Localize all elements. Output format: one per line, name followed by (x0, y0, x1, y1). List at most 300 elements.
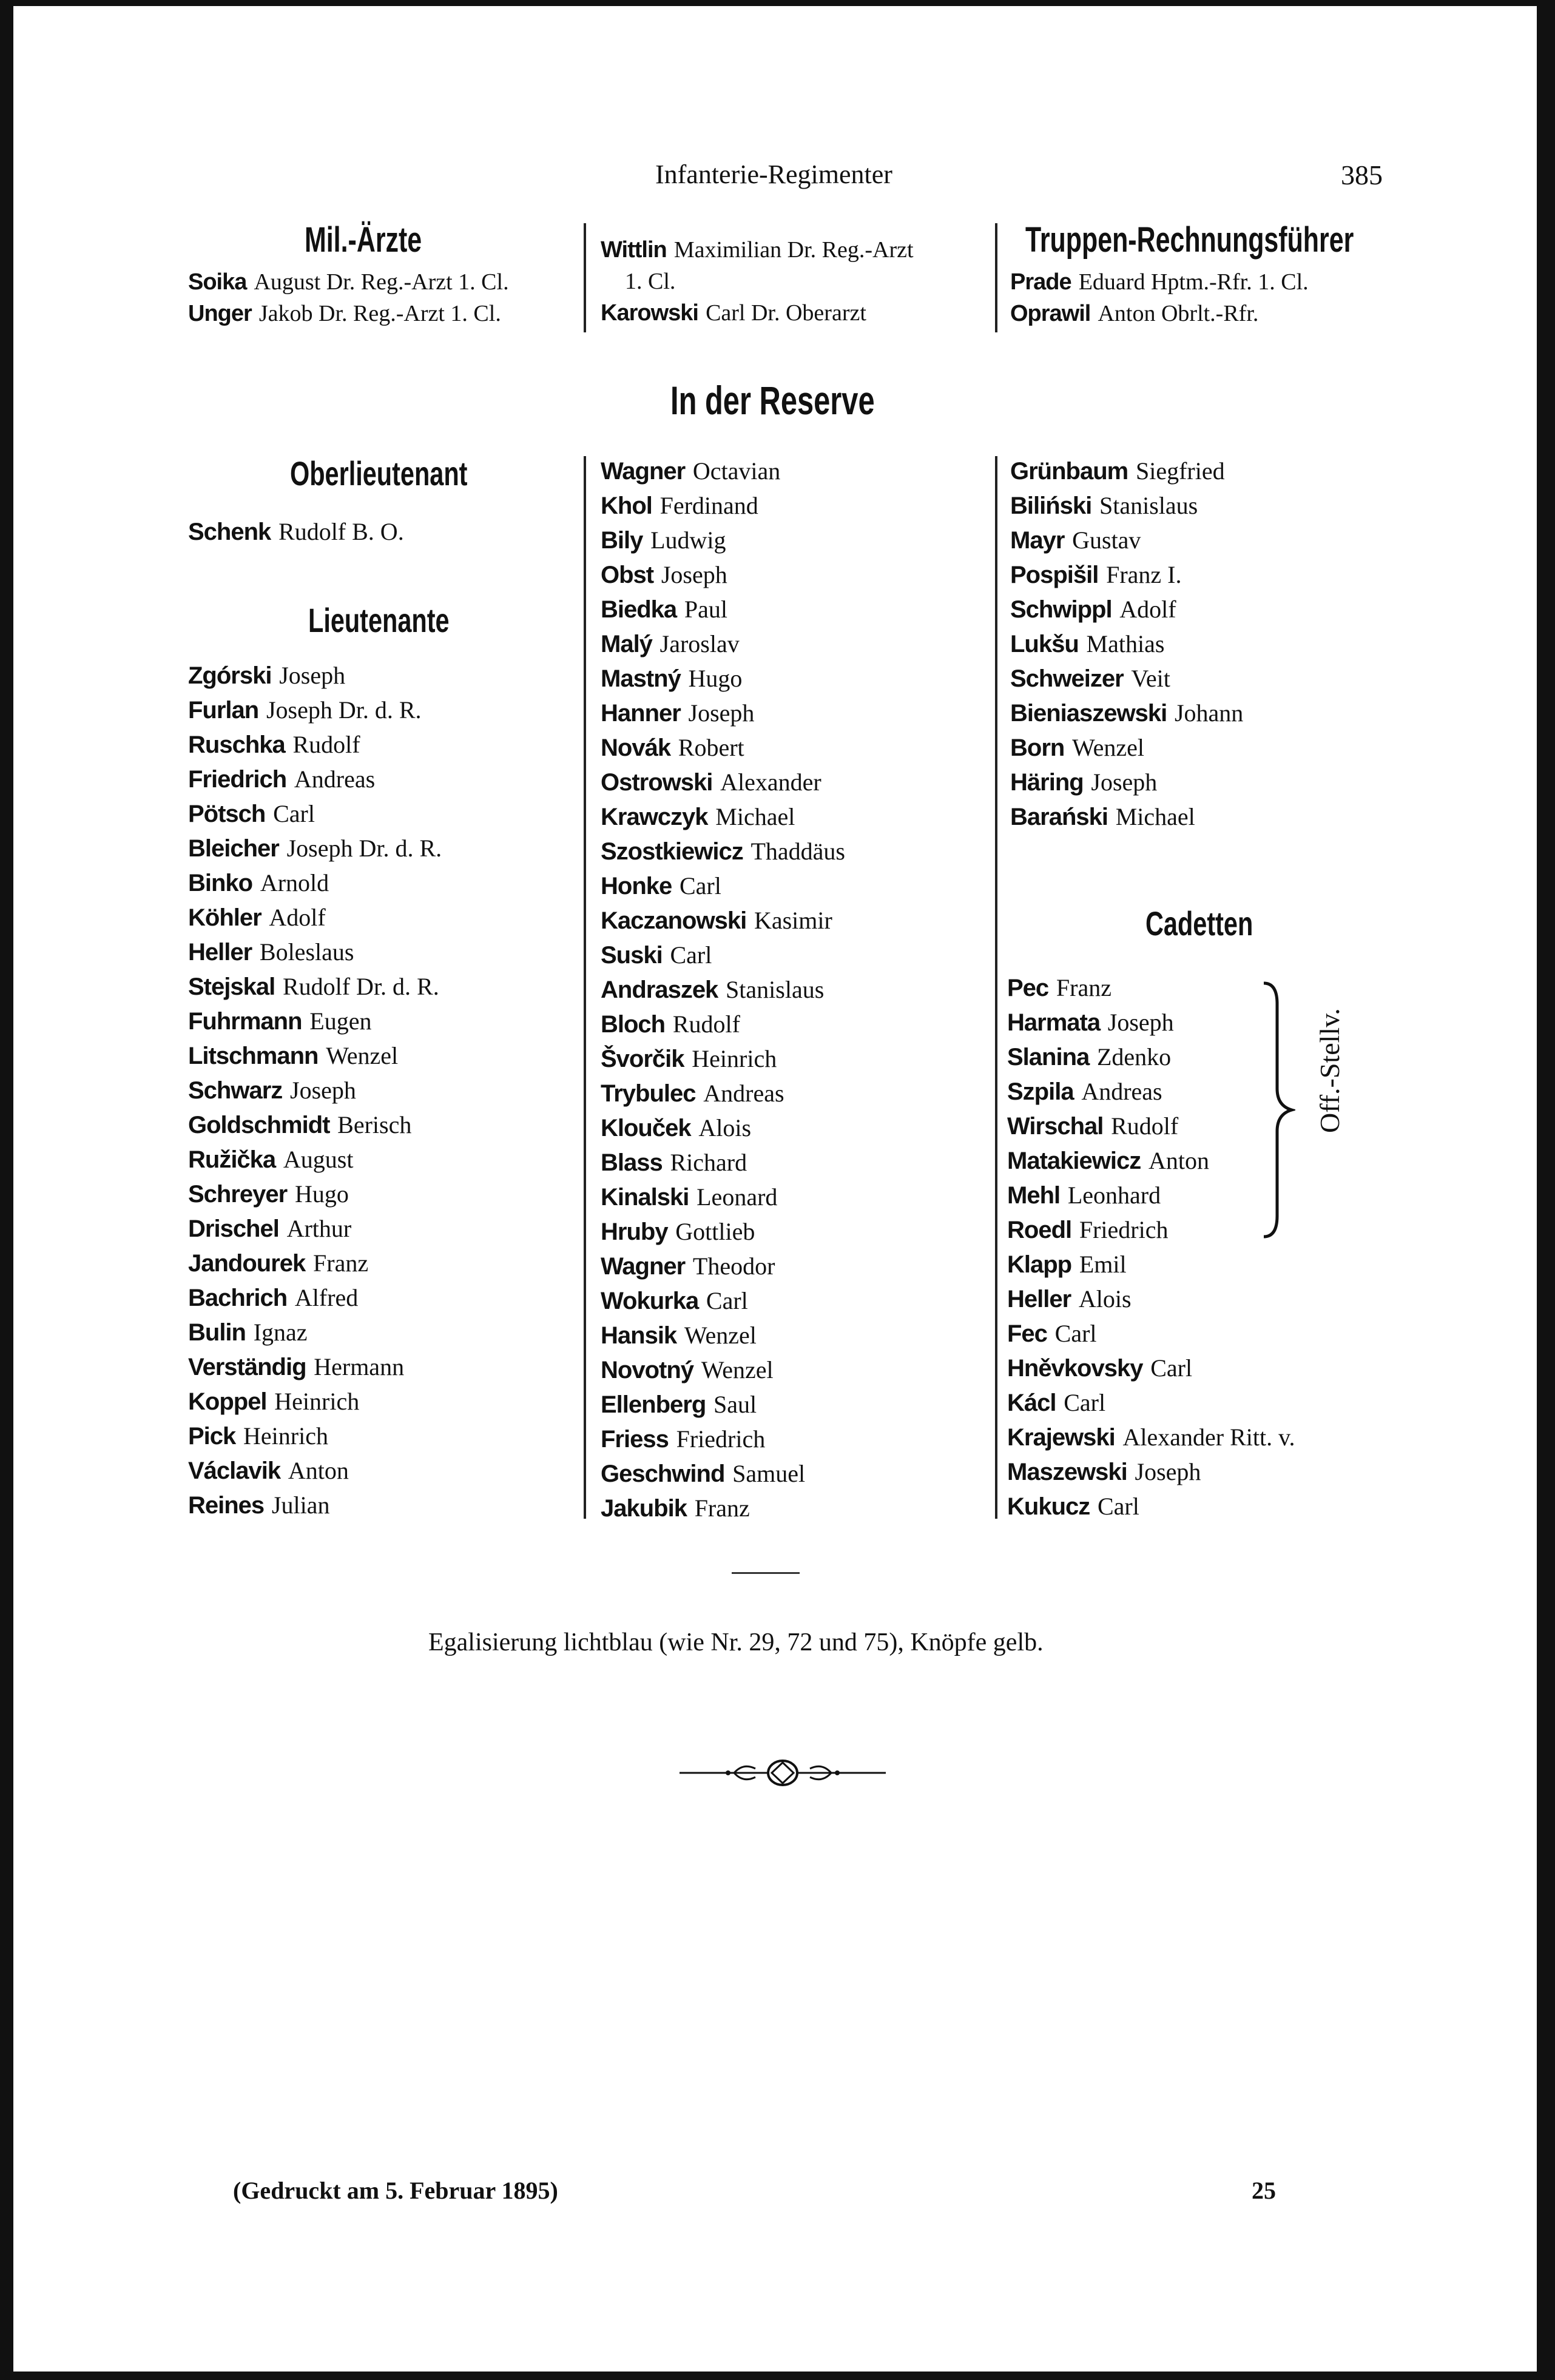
list-item (1010, 523, 1243, 557)
entry-detail: Saul (713, 1391, 757, 1418)
entry-detail: Mathias (1086, 630, 1165, 657)
entry-last-name: Koppel (188, 1388, 267, 1415)
entry-last-name: Novák (601, 735, 671, 761)
list-item (1010, 627, 1243, 661)
entry-last-name: Ellenberg (601, 1391, 706, 1418)
entry-last-name: Krawczyk (601, 804, 708, 830)
entry-last-name: Jandourek (188, 1250, 306, 1277)
entry-last-name: Krajewski (1007, 1424, 1115, 1451)
entry-detail: Robert (678, 734, 744, 761)
entry-detail: Carl (670, 941, 712, 969)
entry-last-name: Prade (1010, 269, 1071, 295)
cadetten-list (1007, 970, 1295, 1524)
list-item (1010, 592, 1243, 627)
entry-last-name: Kinalski (601, 1184, 689, 1211)
entry-detail: Gottlieb (675, 1218, 755, 1245)
list-item (1007, 1351, 1295, 1385)
entry-detail: Alexander (720, 768, 821, 796)
entry-detail: Thaddäus (751, 838, 845, 865)
entry-last-name: Fuhrmann (188, 1008, 302, 1035)
entry-detail: Kasimir (754, 907, 832, 934)
lieutenante-heading: Lieutenante (308, 601, 450, 639)
list-item (1007, 1489, 1295, 1524)
list-item (601, 972, 845, 1007)
list-item (1010, 488, 1243, 523)
entry-detail: Anton Obrlt.-Rfr. (1098, 301, 1259, 326)
entry-last-name: Heller (1007, 1286, 1071, 1313)
entry-last-name: Schwarz (188, 1077, 283, 1104)
entry-detail: Joseph (688, 699, 755, 727)
entry-last-name: Novotný (601, 1357, 693, 1383)
entry-detail: Joseph (1091, 768, 1158, 796)
entry-detail: Carl Dr. Oberarzt (706, 300, 866, 326)
list-item (601, 627, 845, 661)
entry-detail: Heinrich (274, 1388, 360, 1415)
entry-last-name: Pick (188, 1423, 236, 1450)
entry-detail: Alexander Ritt. v. (1122, 1424, 1295, 1451)
entry-detail: Joseph (661, 561, 727, 588)
list-item (601, 1283, 845, 1318)
entry-detail: Joseph Dr. d. R. (266, 696, 422, 724)
list-item (188, 831, 442, 866)
entry-detail: Eduard Hptm.-Rfr. 1. Cl. (1078, 269, 1309, 295)
entry-detail: Johann (1174, 699, 1244, 727)
ornament-divider-icon (680, 1752, 886, 1794)
entry-last-name: Wagner (601, 458, 686, 485)
entry-last-name: Grünbaum (1010, 458, 1128, 485)
entry-detail: Friedrich (1079, 1216, 1169, 1243)
list-item (601, 592, 845, 627)
entry-detail: Wenzel (701, 1356, 774, 1383)
entry-detail: Ignaz (253, 1319, 308, 1346)
list-item (601, 1111, 845, 1145)
entry-last-name: Hansik (601, 1322, 677, 1349)
entry-detail: Hermann (314, 1353, 405, 1380)
entry-detail: Veit (1131, 665, 1170, 692)
list-item (601, 1076, 845, 1111)
scan-frame-top (0, 0, 1555, 6)
mil-aerzte-cont-list (601, 234, 914, 328)
list-item (1007, 1420, 1295, 1454)
list-item (601, 454, 845, 488)
entry-last-name: Friess (601, 1426, 669, 1453)
entry-detail: Andreas (1081, 1078, 1162, 1105)
list-item (188, 900, 442, 935)
list-item (601, 1041, 845, 1076)
column-divider (995, 223, 997, 332)
entry-last-name: Slanina (1007, 1044, 1090, 1071)
entry-last-name: Václavik (188, 1457, 281, 1484)
entry-detail: Adolf (269, 904, 326, 931)
entry-detail: Rudolf Dr. d. R. (282, 973, 439, 1000)
entry-last-name: Häring (1010, 769, 1084, 796)
section-divider (732, 1572, 800, 1574)
entry-detail: Joseph (1107, 1009, 1174, 1036)
column-divider (584, 223, 586, 332)
entry-last-name: Wittlin (601, 237, 667, 263)
printed-date: (Gedruckt am 5. Februar 1895) (233, 2177, 558, 2204)
entry-detail: Franz (313, 1249, 369, 1277)
entry-detail: August Dr. Reg.-Arzt 1. Cl. (254, 269, 509, 295)
list-item (188, 866, 442, 900)
list-item (601, 297, 914, 328)
list-item (1007, 1247, 1295, 1282)
entry-detail: Richard (670, 1149, 747, 1176)
list-item (601, 1145, 845, 1180)
entry-last-name: Klapp (1007, 1251, 1072, 1278)
list-item (1007, 970, 1295, 1005)
entry-detail: Franz (1056, 974, 1111, 1001)
entry-detail: Carl (1150, 1354, 1193, 1382)
entry-detail: Zdenko (1096, 1043, 1172, 1071)
entry-detail: Stanislaus (1099, 492, 1198, 519)
reserve-column-3-list (1010, 454, 1243, 834)
list-item (601, 1422, 845, 1456)
entry-detail: Alois (1078, 1285, 1132, 1313)
entry-detail: Adolf (1119, 596, 1176, 623)
entry-last-name: Soika (188, 269, 247, 295)
entry-last-name: Mastný (601, 665, 681, 692)
entry-last-name: Kaczanowski (601, 907, 747, 934)
entry-last-name: Wirschal (1007, 1113, 1104, 1140)
list-item (1007, 1143, 1295, 1178)
list-item (601, 1353, 845, 1387)
entry-detail: Julian (271, 1491, 330, 1519)
entry-detail: Carl (273, 800, 315, 827)
entry-last-name: Furlan (188, 697, 259, 724)
off-stellv-label: Off.-Stellv. (1314, 1008, 1345, 1133)
entry-last-name: Ruschka (188, 731, 285, 758)
list-item (601, 234, 914, 265)
truppen-list (1010, 266, 1309, 329)
list-item (601, 869, 845, 903)
list-item (188, 1073, 442, 1108)
entry-last-name: Wagner (601, 1253, 686, 1280)
list-item (188, 727, 442, 762)
list-item (601, 799, 845, 834)
entry-last-name: Reines (188, 1492, 265, 1519)
entry-last-name: Schreyer (188, 1181, 288, 1208)
entry-last-name: Geschwind (601, 1461, 725, 1487)
entry-last-name: Stejskal (188, 973, 275, 1000)
entry-last-name: Friedrich (188, 766, 287, 793)
entry-last-name: Verständig (188, 1354, 306, 1380)
right-brace-icon (1259, 980, 1295, 1240)
list-item (1007, 1005, 1295, 1040)
list-item (188, 514, 404, 549)
entry-last-name: Obst (601, 562, 654, 588)
list-item (188, 1453, 442, 1488)
entry-detail: Wenzel (1072, 734, 1144, 761)
list-item (601, 730, 845, 765)
reserve-heading: In der Reserve (670, 378, 875, 423)
entry-detail: Wenzel (684, 1322, 757, 1349)
entry-detail: Andreas (703, 1080, 784, 1107)
entry-last-name: Unger (188, 301, 252, 326)
list-item (601, 523, 845, 557)
entry-last-name: Binko (188, 870, 253, 896)
entry-last-name: Drischel (188, 1215, 279, 1242)
entry-last-name: Karowski (601, 300, 698, 326)
entry-detail: Andreas (294, 765, 376, 793)
entry-detail: Anton (288, 1457, 349, 1484)
list-item (188, 796, 442, 831)
entry-last-name: Zgórski (188, 662, 272, 689)
entry-last-name: Andraszek (601, 977, 718, 1003)
entry-detail: Arnold (260, 869, 329, 896)
list-item (188, 935, 442, 969)
entry-last-name: Maszewski (1007, 1459, 1127, 1485)
list-item (188, 1246, 442, 1280)
list-item (1007, 1074, 1295, 1109)
entry-detail: Stanislaus (726, 976, 825, 1003)
entry-detail: Berisch (337, 1111, 412, 1138)
entry-last-name: Bulin (188, 1319, 246, 1346)
oberlieutenant-list (188, 514, 404, 549)
entry-last-name: Hruby (601, 1219, 668, 1245)
list-item (601, 834, 845, 869)
list-item (601, 1318, 845, 1353)
entry-detail: Alois (698, 1114, 752, 1141)
list-item (188, 1419, 442, 1453)
entry-detail: Hugo (688, 665, 743, 692)
list-item (188, 1350, 442, 1384)
list-item (601, 765, 845, 799)
entry-last-name: Pötsch (188, 801, 266, 827)
entry-last-name: Honke (601, 873, 672, 899)
list-item (188, 1142, 442, 1177)
list-item (188, 969, 442, 1004)
page-number: 385 (1341, 160, 1383, 190)
entry-last-name: Ostrowski (601, 769, 713, 796)
oberlieutenant-heading: Oberlieutenant (290, 454, 468, 492)
list-item (601, 1249, 845, 1283)
list-item (1010, 454, 1243, 488)
list-item (1007, 1282, 1295, 1316)
entry-last-name: Heller (188, 939, 252, 966)
list-item (601, 1007, 845, 1041)
entry-last-name: Schwippl (1010, 596, 1112, 623)
list-item (1007, 1316, 1295, 1351)
list-item (601, 1387, 845, 1422)
entry-last-name: Klouček (601, 1115, 691, 1141)
entry-last-name: Kácl (1007, 1390, 1056, 1416)
entry-detail: August (283, 1146, 354, 1173)
list-item (188, 762, 442, 796)
entry-last-name: Goldschmidt (188, 1112, 330, 1138)
list-item (1007, 1454, 1295, 1489)
entry-last-name: Szpila (1007, 1078, 1074, 1105)
scan-frame-right (1537, 0, 1555, 2380)
entry-last-name: Pec (1007, 975, 1049, 1001)
entry-detail: Jakob Dr. Reg.-Arzt 1. Cl. (258, 301, 501, 326)
list-item (1007, 1109, 1295, 1143)
list-item (1010, 799, 1243, 834)
entry-last-name: Bloch (601, 1011, 666, 1038)
entry-detail: Carl (1064, 1389, 1106, 1416)
list-item (601, 1214, 845, 1249)
entry-detail: Joseph (1135, 1458, 1201, 1485)
entry-detail: Carl (1097, 1493, 1139, 1520)
entry-detail: Boleslaus (259, 938, 354, 966)
reserve-column-2-list (601, 454, 845, 1525)
entry-last-name: Malý (601, 631, 652, 657)
scan-frame-bottom (0, 2372, 1555, 2380)
entry-detail: Emil (1079, 1251, 1127, 1278)
entry-detail: Joseph Dr. d. R. (286, 835, 442, 862)
entry-detail: Paul (684, 596, 728, 623)
entry-last-name: Fec (1007, 1320, 1047, 1347)
entry-detail: Michael (1115, 803, 1195, 830)
entry-detail: Eugen (309, 1007, 372, 1035)
list-item (601, 265, 914, 297)
list-item (1007, 1212, 1295, 1247)
entry-detail: Joseph (290, 1077, 356, 1104)
entry-last-name: Schenk (188, 519, 271, 545)
egalisierung-note: Egalisierung lichtblau (wie Nr. 29, 72 und 75), Knöpfe gelb. (428, 1629, 1044, 1656)
entry-detail: Rudolf (292, 731, 360, 758)
entry-last-name: Barański (1010, 804, 1108, 830)
entry-last-name: Ružička (188, 1146, 276, 1173)
entry-last-name: Pospišil (1010, 562, 1099, 588)
list-item (1010, 661, 1243, 696)
list-item (601, 488, 845, 523)
entry-detail: Leonhard (1067, 1182, 1161, 1209)
entry-last-name: Litschmann (188, 1043, 319, 1069)
list-item (1010, 297, 1309, 329)
list-item (1010, 765, 1243, 799)
list-item (188, 266, 509, 297)
entry-last-name: Bachrich (188, 1285, 288, 1311)
entry-detail: Gustav (1072, 526, 1141, 554)
column-divider (995, 456, 997, 1519)
entry-detail: Rudolf B. O. (278, 518, 404, 545)
list-item (1007, 1040, 1295, 1074)
entry-last-name: Blass (601, 1149, 663, 1176)
entry-detail: Maximilian Dr. Reg.-Arzt (673, 237, 914, 263)
entry-last-name: Jakubik (601, 1495, 687, 1522)
entry-detail: Carl (679, 872, 721, 899)
list-item (1010, 266, 1309, 297)
entry-detail: Leonard (697, 1183, 778, 1211)
list-item (601, 1456, 845, 1491)
entry-detail: Samuel (732, 1460, 806, 1487)
entry-detail: Carl (706, 1287, 748, 1314)
entry-last-name: Bleicher (188, 835, 279, 862)
entry-detail: Franz I. (1106, 561, 1182, 588)
entry-last-name: Hanner (601, 700, 681, 727)
column-divider (584, 456, 586, 1519)
entry-detail: Siegfried (1135, 457, 1225, 485)
entry-last-name: Lukšu (1010, 631, 1079, 657)
entry-detail: Arthur (286, 1215, 352, 1242)
entry-detail: Hugo (294, 1180, 349, 1208)
list-item (601, 1180, 845, 1214)
list-item (601, 661, 845, 696)
entry-last-name: Wokurka (601, 1288, 699, 1314)
entry-detail: Wenzel (326, 1042, 399, 1069)
entry-detail: Heinrich (243, 1422, 328, 1450)
mil-aerzte-list (188, 266, 509, 329)
entry-detail: Octavian (692, 457, 781, 485)
entry-last-name: Szostkiewicz (601, 838, 743, 865)
entry-detail: Ludwig (650, 526, 726, 554)
sheet-number: 25 (1252, 2177, 1276, 2204)
list-item (1010, 730, 1243, 765)
list-item (188, 1211, 442, 1246)
entry-last-name: Biliński (1010, 492, 1092, 519)
entry-last-name: Schweizer (1010, 665, 1124, 692)
entry-last-name: Roedl (1007, 1217, 1072, 1243)
list-item (188, 1280, 442, 1315)
entry-detail: 1. Cl. (625, 269, 676, 294)
list-item (1007, 1385, 1295, 1420)
truppen-heading: Truppen-Rechnungsführer (1025, 220, 1354, 260)
list-item (601, 696, 845, 730)
entry-last-name: Mehl (1007, 1182, 1061, 1209)
list-item (601, 1491, 845, 1525)
list-item (188, 658, 442, 693)
entry-detail: Joseph (279, 662, 346, 689)
running-head: Infanterie-Regimenter (655, 160, 892, 189)
cadetten-heading: Cadetten (1145, 904, 1253, 943)
list-item (188, 1004, 442, 1038)
entry-last-name: Mayr (1010, 527, 1065, 554)
entry-last-name: Oprawil (1010, 301, 1091, 326)
entry-detail: Franz (694, 1494, 750, 1522)
list-item (601, 557, 845, 592)
list-item (601, 903, 845, 938)
entry-last-name: Biedka (601, 596, 677, 623)
list-item (188, 1315, 442, 1350)
entry-last-name: Born (1010, 735, 1065, 761)
entry-detail: Anton (1148, 1147, 1209, 1174)
list-item (601, 938, 845, 972)
list-item (188, 1177, 442, 1211)
entry-last-name: Khol (601, 492, 652, 519)
entry-last-name: Kukucz (1007, 1493, 1090, 1520)
entry-last-name: Švorčik (601, 1046, 684, 1072)
entry-detail: Heinrich (692, 1045, 777, 1072)
entry-detail: Alfred (294, 1284, 359, 1311)
scan-frame-left (0, 0, 13, 2380)
lieutenante-list (188, 658, 442, 1522)
entry-detail: Michael (715, 803, 795, 830)
entry-detail: Rudolf (672, 1010, 740, 1038)
entry-last-name: Köhler (188, 904, 261, 931)
entry-detail: Rudolf (1111, 1112, 1179, 1140)
entry-last-name: Trybulec (601, 1080, 696, 1107)
entry-last-name: Harmata (1007, 1009, 1101, 1036)
list-item (188, 693, 442, 727)
entry-detail: Ferdinand (659, 492, 758, 519)
list-item (1010, 696, 1243, 730)
entry-detail: Carl (1054, 1320, 1097, 1347)
entry-last-name: Suski (601, 942, 663, 969)
entry-last-name: Bily (601, 527, 643, 554)
list-item (188, 1488, 442, 1522)
list-item (188, 297, 509, 329)
entry-detail: Theodor (692, 1252, 775, 1280)
entry-last-name: Matakiewicz (1007, 1148, 1141, 1174)
list-item (188, 1108, 442, 1142)
entry-last-name: Bieniaszewski (1010, 700, 1167, 727)
list-item (188, 1038, 442, 1073)
list-item (1007, 1178, 1295, 1212)
entry-last-name: Hněvkovsky (1007, 1355, 1143, 1382)
entry-detail: Friedrich (676, 1425, 766, 1453)
list-item (188, 1384, 442, 1419)
